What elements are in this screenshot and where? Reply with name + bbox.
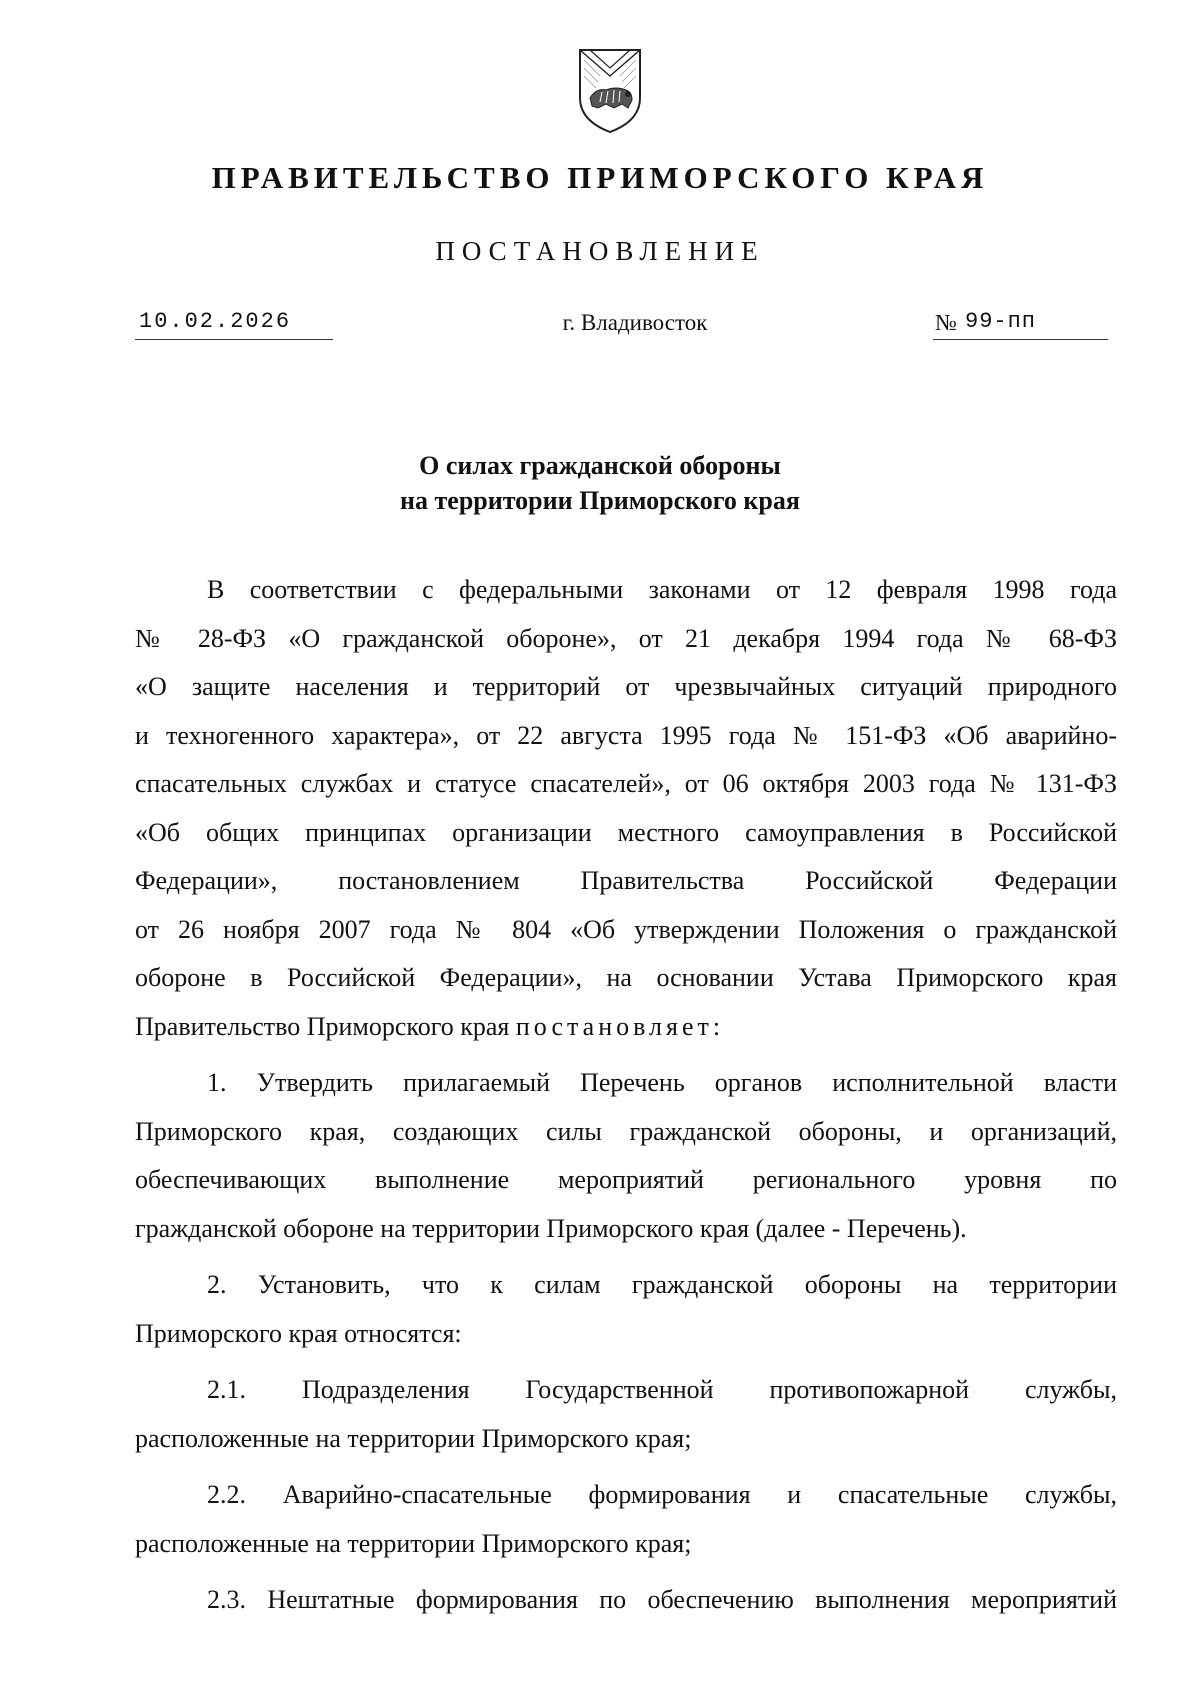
body-line: спасательных службах и статусе спасателей», от 06 октября 2003 года № 131-ФЗ	[135, 769, 1117, 798]
body-line: от 26 ноября 2007 года № 804 «Об утверждении Положения о гражданской	[135, 914, 1117, 944]
document-number: 99-пп	[965, 309, 1037, 334]
body-line: Приморского края, создающих силы гражданской обороны, и организаций,	[135, 1116, 1117, 1146]
number-sign: №	[935, 310, 957, 335]
heading-line-1: О силах гражданской обороны	[419, 451, 781, 480]
resolution-verb: постановляет:	[515, 1011, 725, 1041]
body-line: Федерации», постановлением Правительства Российской Федерации	[135, 866, 1117, 895]
body-line: № 28-ФЗ «О гражданской обороне», от 21 декабря 1994 года № 68-ФЗ	[135, 623, 1117, 653]
body-line: гражданской обороне на территории Приморского края (далее - Перечень).	[135, 1213, 967, 1243]
body-line-resolution	[135, 1003, 1117, 1052]
primorsky-krai-coat-of-arms-icon	[576, 46, 644, 134]
body-line: 2.2. Аварийно-спасательные формирования и спасательные службы,	[207, 1480, 1117, 1509]
document-date: 10.02.2026	[139, 309, 292, 334]
document-heading	[0, 448, 1200, 518]
document-type: ПОСТАНОВЛЕНИЕ	[435, 236, 765, 266]
organization-title: ПРАВИТЕЛЬСТВО ПРИМОРСКОГО КРАЯ	[211, 160, 989, 195]
body-line: и техногенного характера», от 22 августа 1995 года № 151-ФЗ «Об аварийно-	[135, 720, 1117, 750]
body-line: обороне в Российской Федерации», на основании Устава Приморского края	[135, 963, 1117, 992]
body-line: обеспечивающих выполнение мероприятий регионального уровня по	[135, 1165, 1117, 1194]
resolution-prefix: Правительство Приморского края	[135, 1011, 516, 1041]
body-line: В соответствии с федеральными законами от 12 февраля 1998 года	[207, 575, 1117, 604]
body-line: 1. Утвердить прилагаемый Перечень органов исполнительной власти	[207, 1068, 1117, 1097]
body-line: Приморского края относятся:	[135, 1318, 462, 1348]
document-city: г. Владивосток	[562, 310, 708, 335]
body-line: 2.1. Подразделения Государственной противопожарной службы,	[207, 1375, 1117, 1404]
body-line: 2. Установить, что к силам гражданской обороны на территории	[207, 1270, 1117, 1299]
body-line: «О защите населения и территорий от чрезвычайных ситуаций природного	[135, 672, 1117, 701]
heading-line-2: на территории Приморского края	[400, 486, 800, 515]
body-line: расположенные на территории Приморского края;	[135, 1423, 692, 1453]
document-number-field	[933, 309, 1108, 340]
body-line: расположенные на территории Приморского края;	[135, 1528, 692, 1558]
body-line: 2.3. Нештатные формирования по обеспечению выполнения мероприятий	[207, 1585, 1117, 1614]
body-line: «Об общих принципах организации местного самоуправления в Российской	[135, 817, 1117, 847]
document-body	[135, 566, 1117, 1625]
document-date-field	[135, 309, 333, 340]
